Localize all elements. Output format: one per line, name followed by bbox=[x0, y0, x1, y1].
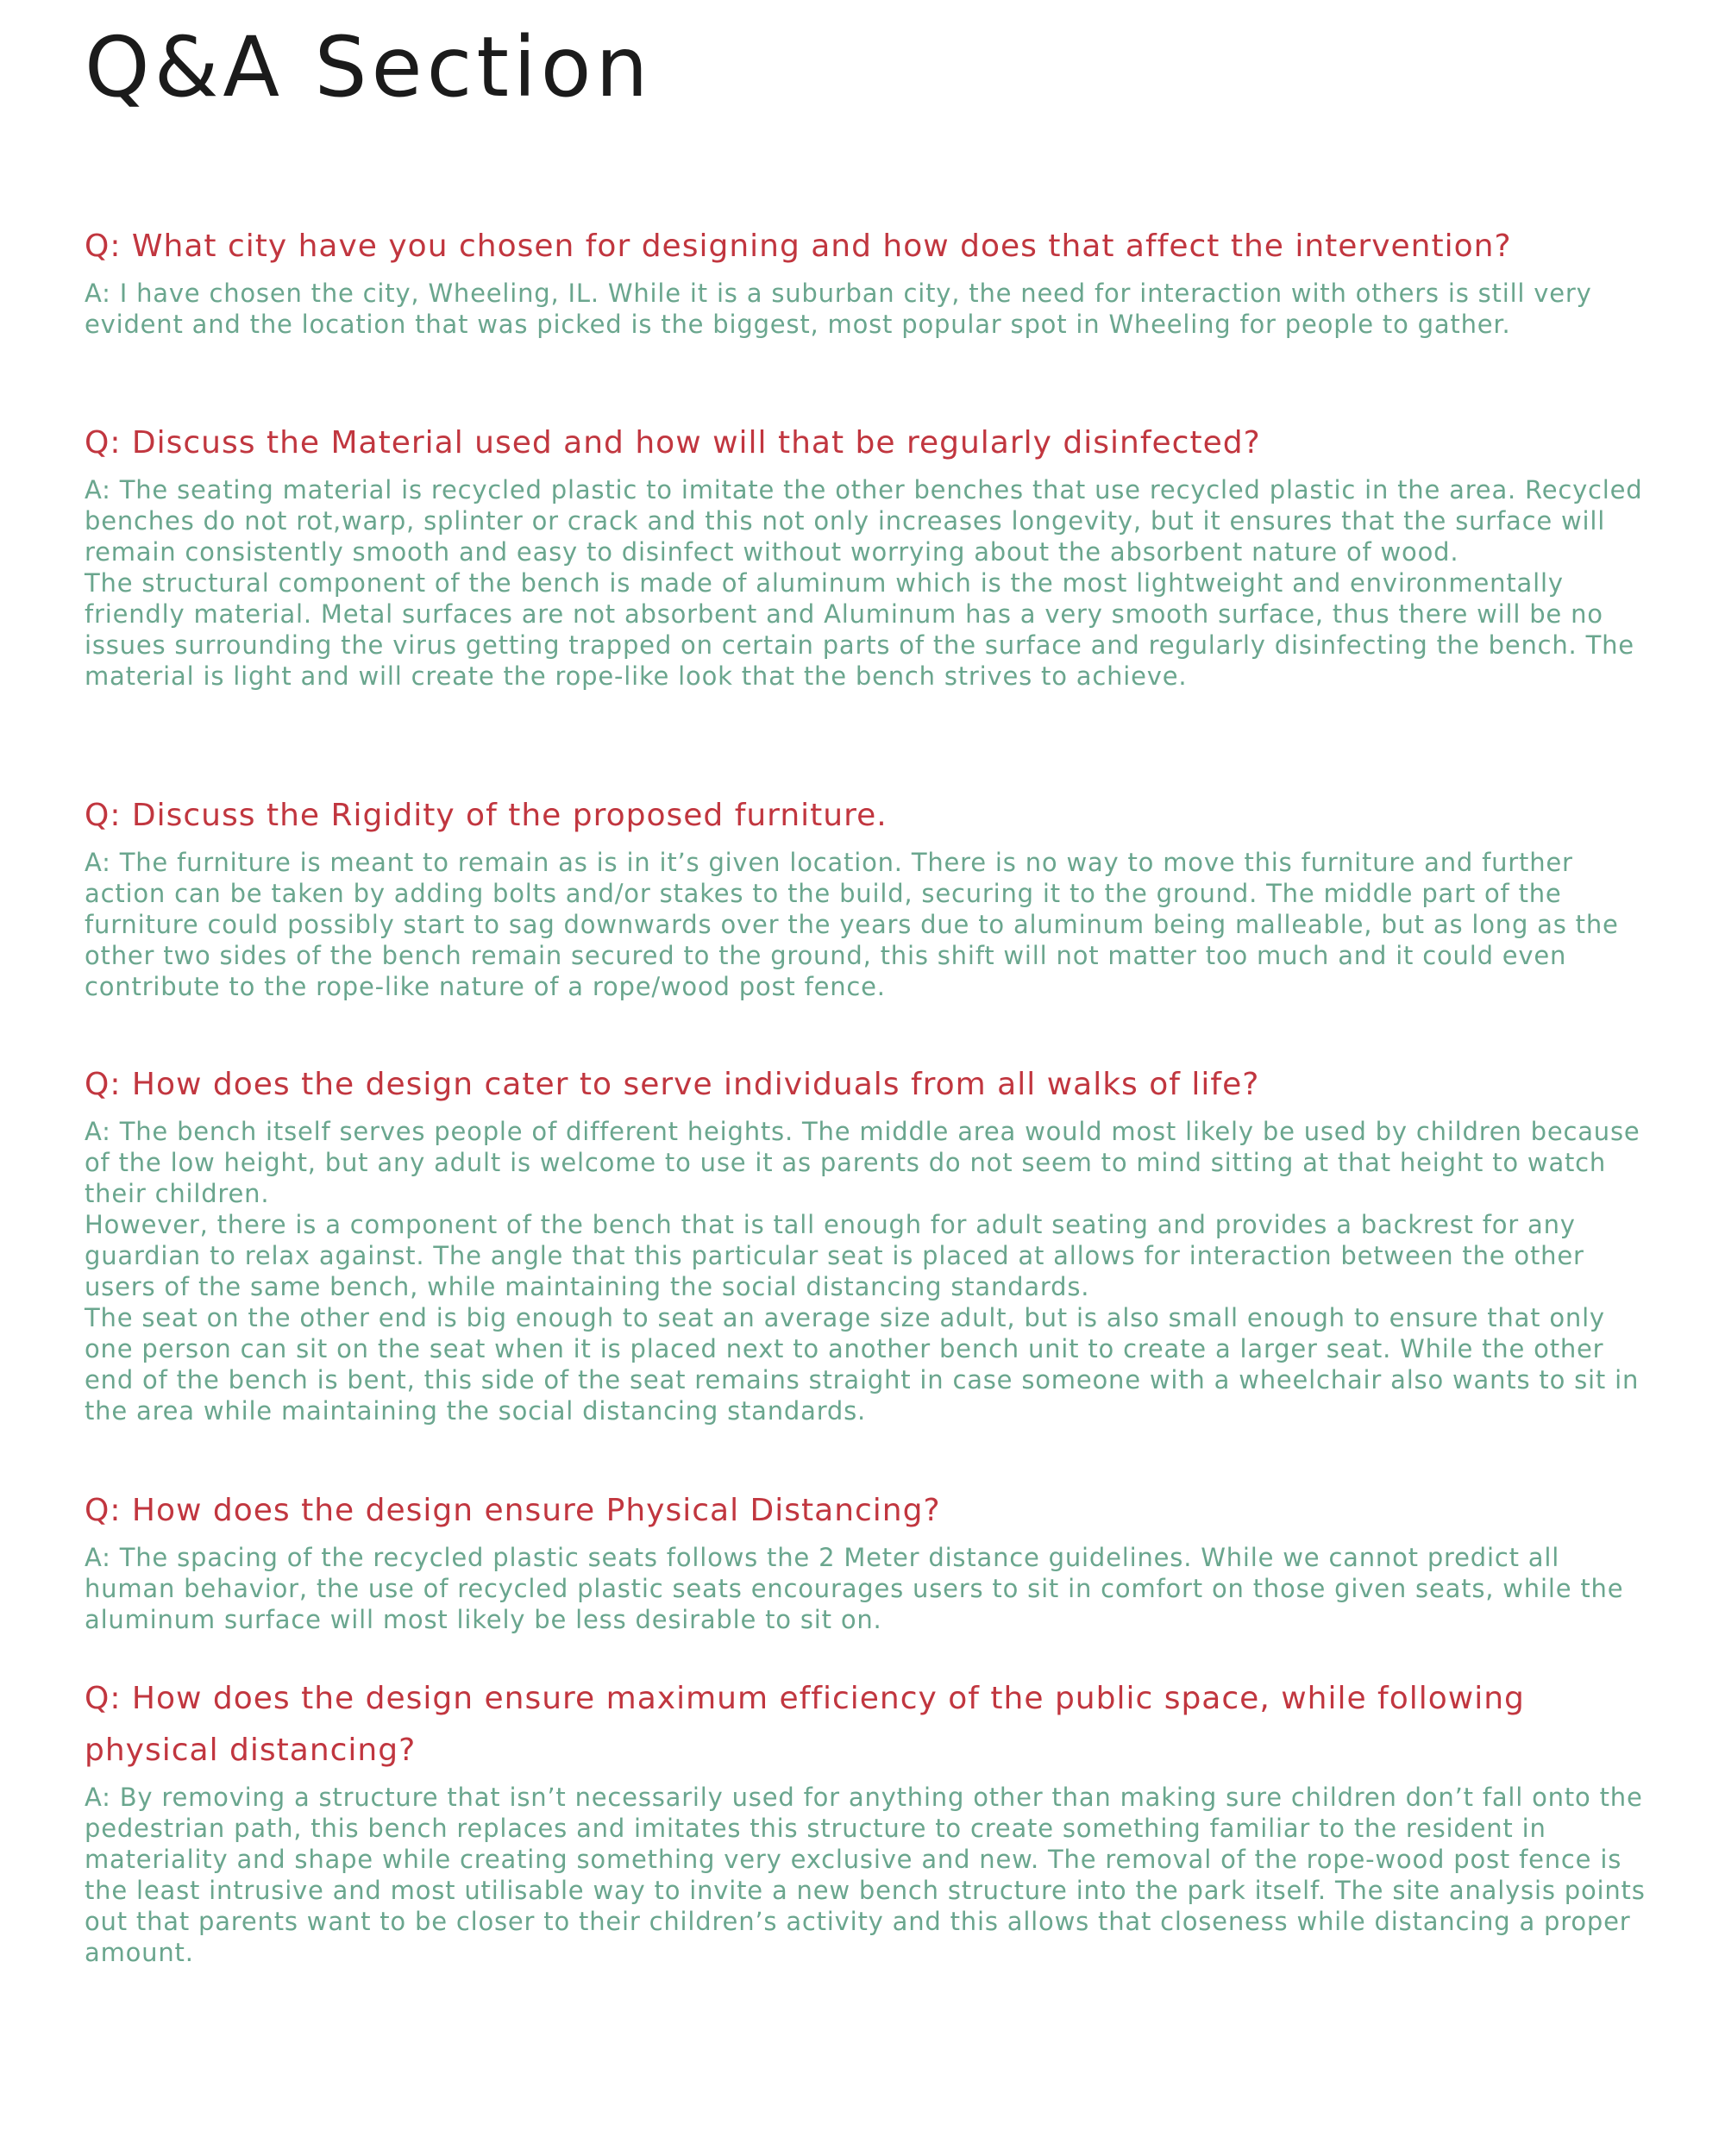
answer-text: A: The furniture is meant to remain as is in it’s given location. There is no way to move this furniture and further action can be taken by adding bolts and/or stakes to the build, securing it to the ground. The middle part of the furniture could possibly start to sag downwards over the years due to aluminum being malleable, but as long as the other two sides of the bench remain secured to the ground, this shift will not matter too much and it could even contribute to the rope-like nature of a rope/wood post fence. bbox=[85, 848, 1619, 1001]
qa-item-rigidity bbox=[85, 790, 1654, 1002]
question-text: Q: Discuss the Material used and how will that be regularly disinfected? bbox=[85, 425, 1261, 461]
qa-item-city bbox=[85, 221, 1654, 340]
question-text: Q: How does the design cater to serve individuals from all walks of life? bbox=[85, 1067, 1260, 1102]
qa-page bbox=[85, 0, 1654, 1967]
answer-text: A: The seating material is recycled plastic to imitate the other benches that use recycled plastic in the area. Recycled benches do not rot,warp, splinter or crack and this not only increases longevity, but it ensures that the surface will remain consistently smooth and easy to disinfect without worrying about the absorbent nature of wood. The structural component of the bench is made of aluminum which is the most lightweight and environmentally friendly material. Metal surfaces are not absorbent and Aluminum has a very smooth surface, thus there will be no issues surrounding the virus getting trapped on certain parts of the surface and regularly disinfecting the bench. The material is light and will create the rope-like look that the bench strives to achieve. bbox=[85, 475, 1643, 691]
qa-item-efficiency bbox=[85, 1673, 1654, 1968]
question-text: Q: How does the design ensure Physical Distancing? bbox=[85, 1493, 941, 1528]
question-text: Q: Discuss the Rigidity of the proposed furniture. bbox=[85, 798, 888, 833]
question-text: Q: How does the design ensure maximum efficiency of the public space, while following physical distancing? bbox=[85, 1681, 1525, 1768]
page-title: Q&A Section bbox=[85, 19, 653, 116]
answer-text: A: I have chosen the city, Wheeling, IL. While it is a suburban city, the need for interaction with others is still very evident and the location that was picked is the biggest, most popular spot in Wheeling for people to gather. bbox=[85, 279, 1592, 339]
qa-item-physical-distancing bbox=[85, 1485, 1654, 1635]
answer-text: A: The bench itself serves people of different heights. The middle area would most likely be used by children because of the low height, but any adult is welcome to use it as parents do not seem to mind sitting at that height to watch their children. However, there is a component of the bench that is tall enough for adult seating and provides a backrest for any guardian to relax against. The angle that this particular seat is placed at allows for interaction between the other users of the same bench, while maintaining the social distancing standards. The seat on the other end is big enough to seat an average size adult, but is also small enough to ensure that only one person can sit on the seat when it is placed next to another bench unit to create a larger seat. While the other end of the bench is bent, this side of the seat remains straight in case someone with a wheelchair also wants to sit in the area while maintaining the social distancing standards. bbox=[85, 1117, 1640, 1426]
qa-item-material bbox=[85, 417, 1654, 692]
qa-item-walks-of-life bbox=[85, 1059, 1654, 1426]
question-text: Q: What city have you chosen for designing and how does that affect the intervention? bbox=[85, 229, 1512, 264]
answer-text: A: By removing a structure that isn’t necessarily used for anything other than making sure children don’t fall onto the pedestrian path, this bench replaces and imitates this structure to create something familiar to the resident in materiality and shape while creating something very exclusive and new. The removal of the rope-wood post fence is the least intrusive and most utilisable way to invite a new bench structure into the park itself. The site analysis points out that parents want to be closer to their children’s activity and this allows that closeness while distancing a proper amount. bbox=[85, 1783, 1646, 1967]
answer-text: A: The spacing of the recycled plastic seats follows the 2 Meter distance guidelines. While we cannot predict all human behavior, the use of recycled plastic seats encourages users to sit in comfort on those given seats, while the aluminum surface will most likely be less desirable to sit on. bbox=[85, 1543, 1624, 1634]
